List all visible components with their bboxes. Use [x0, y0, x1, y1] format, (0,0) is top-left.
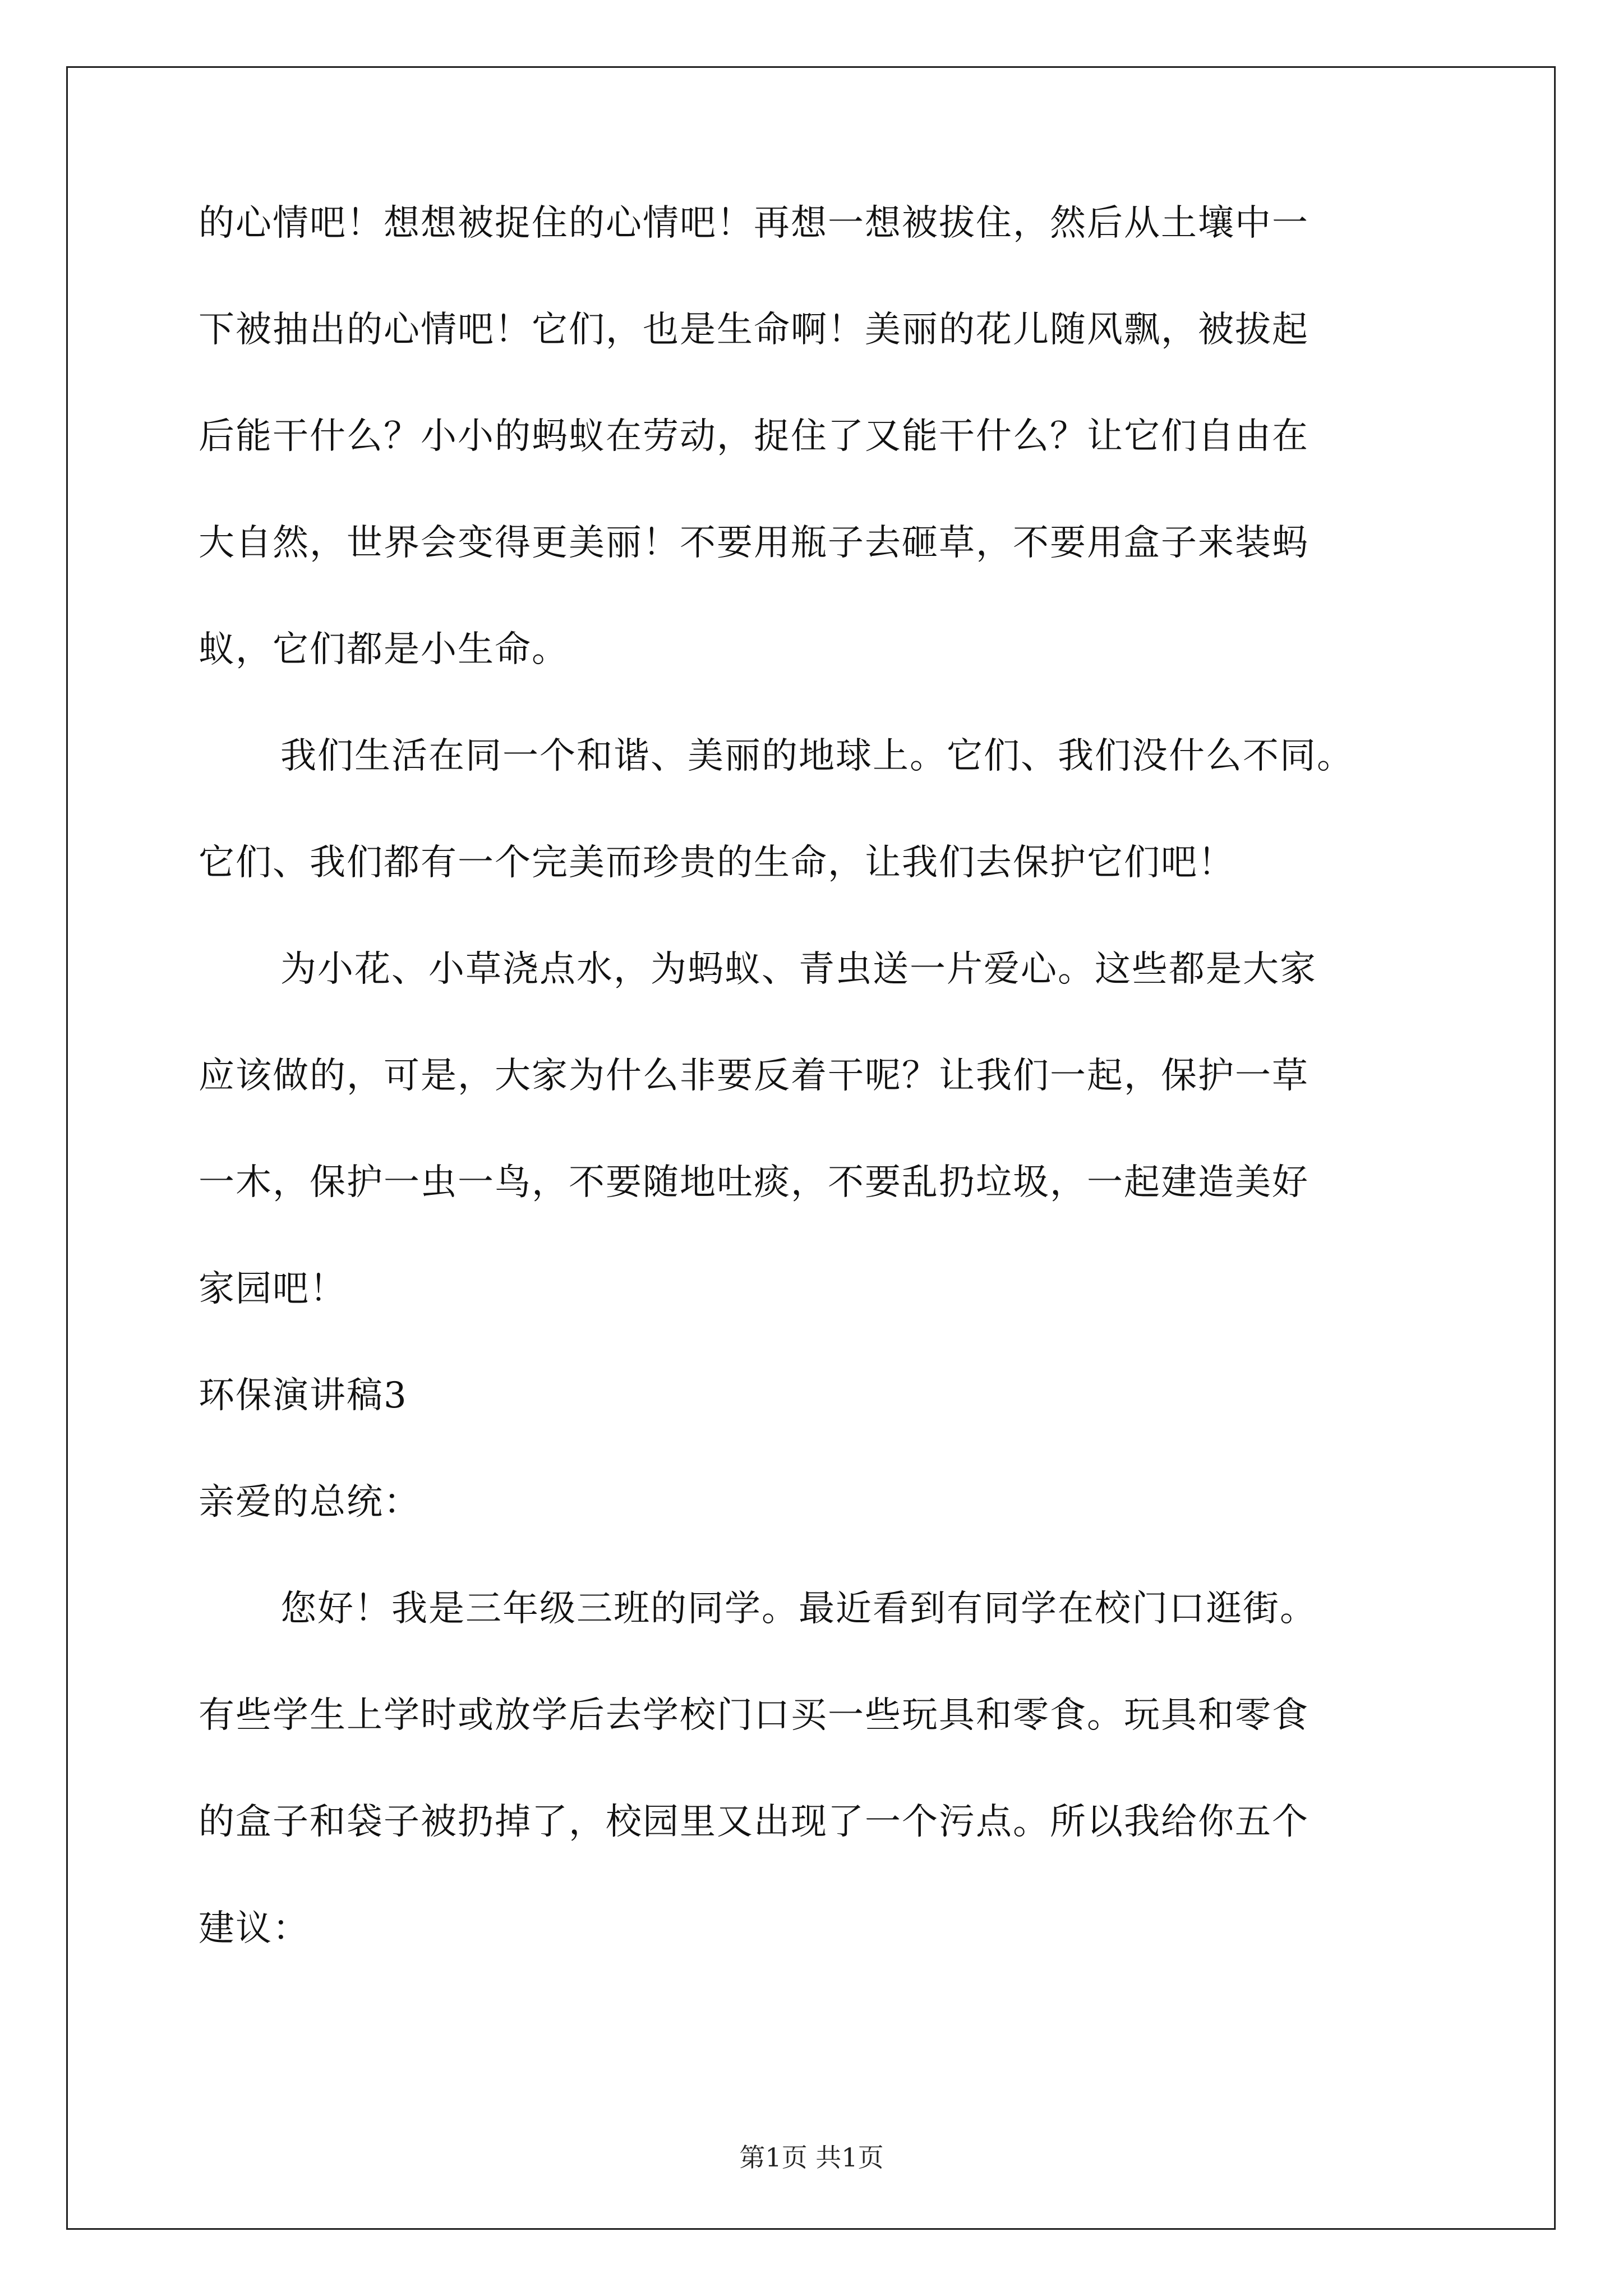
text-line: 大自然，世界会变得更美丽！不要用瓶子去砸草，不要用盒子来装蚂	[199, 522, 1309, 564]
text-line: 有些学生上学时或放学后去学校门口买一些玩具和零食。玩具和零食	[199, 1695, 1309, 1736]
text-line: 应该做的，可是，大家为什么非要反着干呢？让我们一起，保护一草	[199, 1055, 1309, 1097]
text-line: 蚁，它们都是小生命。	[199, 629, 569, 670]
document-body	[199, 202, 1432, 2014]
text-line: 的盒子和袋子被扔掉了，校园里又出现了一个污点。所以我给你五个	[199, 1801, 1309, 1843]
text-line: 为小花、小草浇点水，为蚂蚁、青虫送一片爱心。这些都是大家	[280, 949, 1317, 990]
salutation: 亲爱的总统：	[199, 1481, 421, 1523]
text-line: 的心情吧！想想被捉住的心情吧！再想一想被拔住，然后从土壤中一	[199, 203, 1309, 244]
text-line: 我们生活在同一个和谐、美丽的地球上。它们、我们没什么不同。	[280, 735, 1354, 777]
text-line: 您好！我是三年级三班的同学。最近看到有同学在校门口逛街。	[280, 1588, 1317, 1630]
text-line: 一木，保护一虫一鸟，不要随地吐痰，不要乱扔垃圾，一起建造美好	[199, 1162, 1309, 1203]
text-line: 建议：	[199, 1908, 310, 1949]
text-line: 下被抽出的心情吧！它们，也是生命啊！美丽的花儿随风飘，被拔起	[199, 309, 1309, 351]
section-heading: 环保演讲稿3	[199, 1375, 408, 1416]
text-line: 后能干什么？小小的蚂蚁在劳动，捉住了又能干什么？让它们自由在	[199, 416, 1309, 457]
text-line: 家园吧！	[199, 1268, 347, 1310]
page-footer: 第1页 共1页	[739, 2142, 884, 2173]
text-line: 它们、我们都有一个完美而珍贵的生命，让我们去保护它们吧！	[199, 842, 1235, 884]
